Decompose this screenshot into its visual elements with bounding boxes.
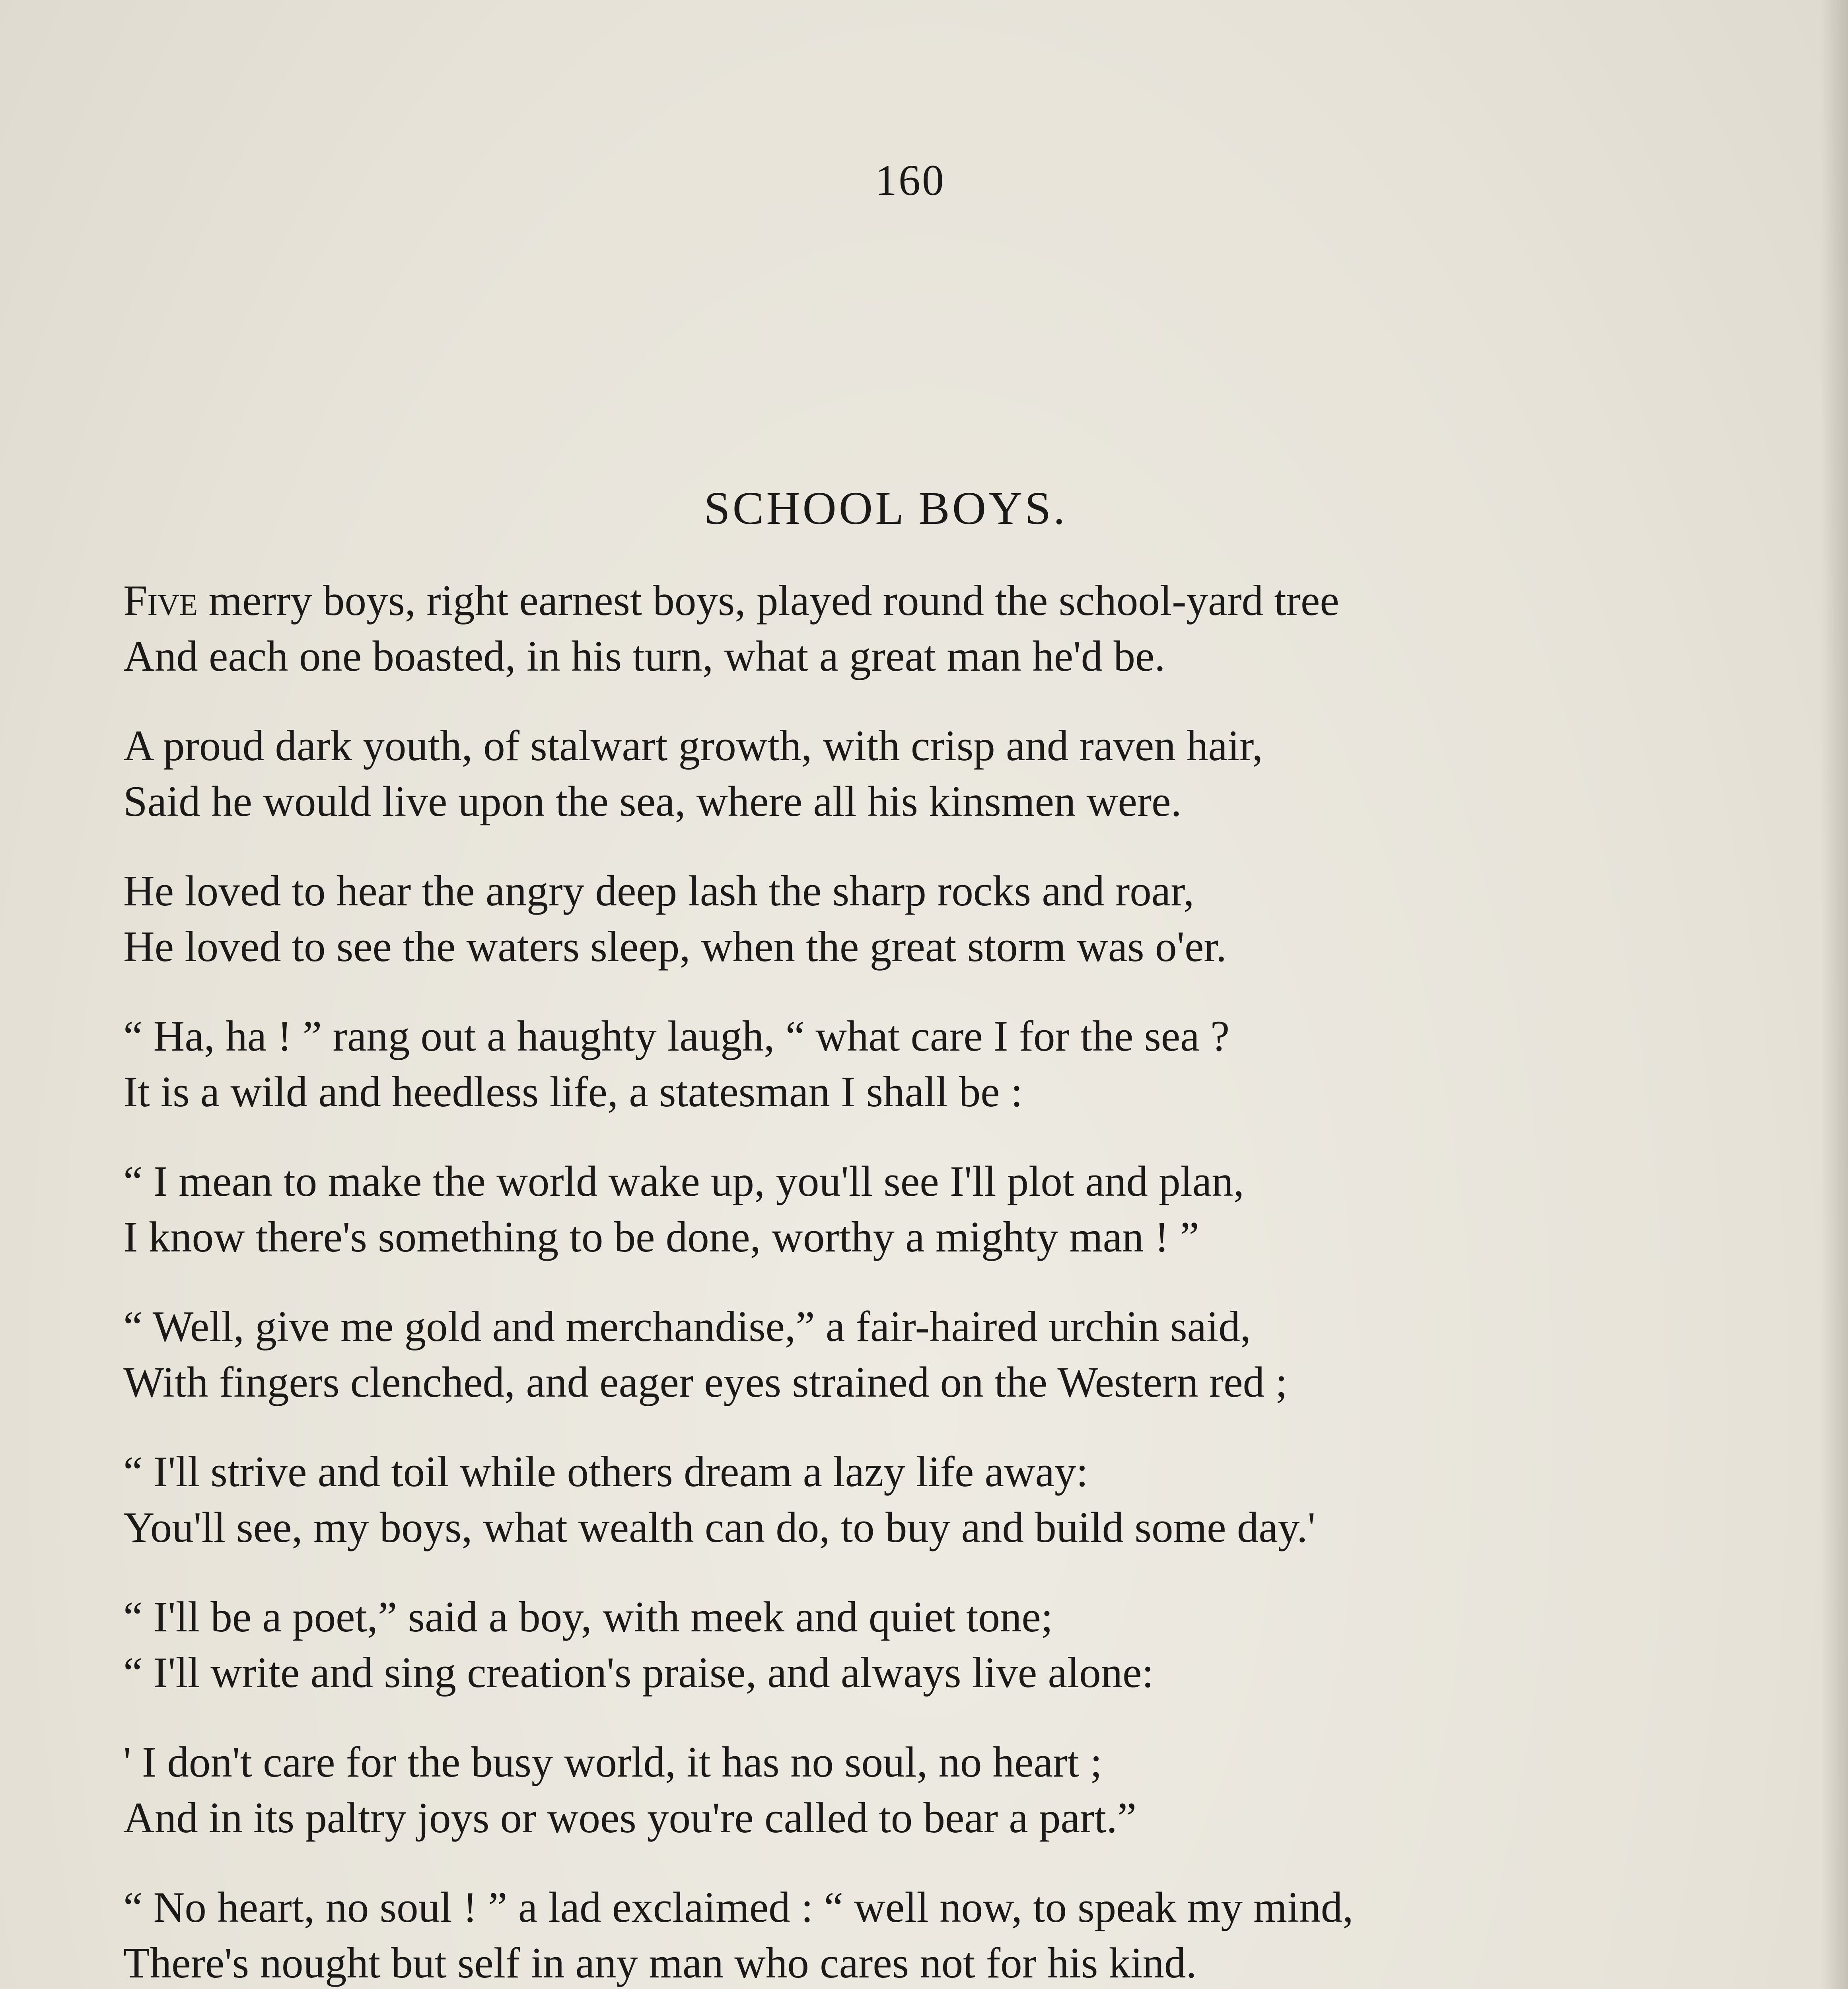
poem-line: “ I'll write and sing creation's praise, and always live alone: (123, 1648, 1154, 1697)
poem-line: “ Well, give me gold and merchandise,” a fair-haired urchin said, (123, 1302, 1251, 1351)
stanza (123, 573, 1738, 718)
page-edge-shadow (1820, 0, 1848, 1989)
poem-line: ' I don't care for the busy world, it has no soul, no heart ; (123, 1738, 1102, 1786)
poem-line: “ Ha, ha ! ” rang out a haughty laugh, “ what care I for the sea ? (123, 1012, 1230, 1060)
poem-line (123, 573, 1738, 629)
stanza (123, 718, 1738, 863)
poem-line: A proud dark youth, of stalwart growth, with crisp and raven hair, (123, 722, 1263, 770)
poem-title: SCHOOL BOYS. (704, 482, 1068, 534)
poem-line: “ No heart, no soul ! ” a lad exclaimed : “ well now, to speak my mind, (123, 1883, 1354, 1931)
stanza (123, 1299, 1738, 1444)
poem-line: Said he would live upon the sea, where all his kinsmen were. (123, 777, 1182, 825)
poem-line: It is a wild and heedless life, a statesman I shall be : (123, 1068, 1023, 1116)
poem-line: And in its paltry joys or woes you're called to bear a part.” (123, 1794, 1137, 1842)
stanza (123, 863, 1738, 1008)
stanza (123, 1734, 1738, 1880)
poem-line: He loved to hear the angry deep lash the sharp rocks and roar, (123, 867, 1194, 915)
stanza (123, 1154, 1738, 1299)
poem-line: “ I'll be a poet,” said a boy, with meek and quiet tone; (123, 1593, 1053, 1641)
poem-line: I know there's something to be done, worthy a mighty man ! ” (123, 1213, 1199, 1261)
poem-line: “ I mean to make the world wake up, you'll see I'll plot and plan, (123, 1157, 1244, 1205)
first-word: Five (123, 576, 198, 625)
stanza (123, 1444, 1738, 1589)
stanza (123, 1880, 1738, 1989)
poem-body (123, 573, 1738, 1989)
poem-line: He loved to see the waters sleep, when the great storm was o'er. (123, 922, 1227, 971)
poem-line: You'll see, my boys, what wealth can do, to buy and build some day.' (123, 1503, 1316, 1551)
poem-line: With fingers clenched, and eager eyes strained on the Western red ; (123, 1358, 1288, 1406)
stanza (123, 1008, 1738, 1154)
poem-line: And each one boasted, in his turn, what a great man he'd be. (123, 632, 1165, 680)
first-line-rest: merry boys, right earnest boys, played round the school-yard tree (198, 576, 1339, 625)
stanza (123, 1589, 1738, 1734)
page-number: 160 (875, 156, 945, 204)
poem-line: “ I'll strive and toil while others dream a lazy life away: (123, 1448, 1088, 1496)
poem-line: There's nought but self in any man who cares not for his kind. (123, 1939, 1197, 1987)
